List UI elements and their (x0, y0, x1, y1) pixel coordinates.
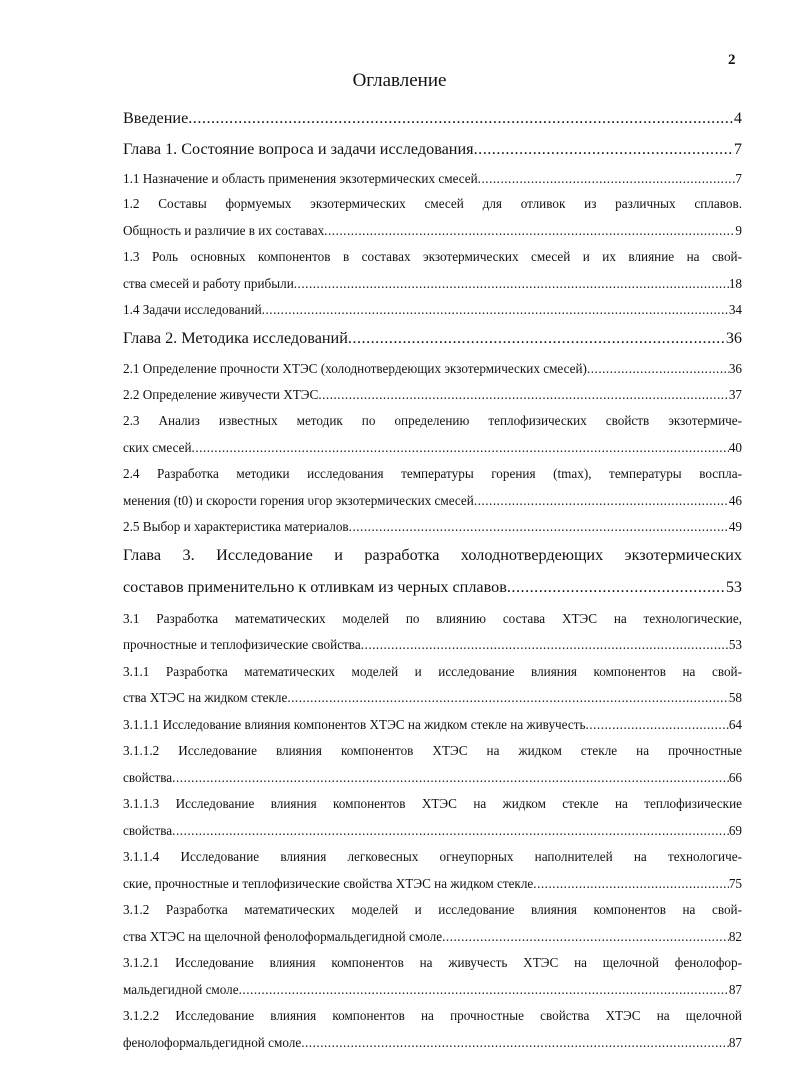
toc-entry-2-3-line1: 2.3 Анализ известных методик по определению теплофизических свойств экзотермиче- (123, 413, 742, 428)
entry-page: 49 (728, 519, 742, 534)
toc-entry-chapter-2[interactable] (123, 328, 742, 349)
entry-page: 36 (728, 361, 742, 376)
toc-entry-3-1-2-line1: 3.1.2 Разработка математических моделей и исследование влияния компонентов на свой- (123, 902, 742, 917)
entry-page: 36 (725, 329, 742, 347)
toc-entry-3-1-2-1-line1: 3.1.2.1 Исследование влияния компонентов на живучесть ХТЭС на щелочной фенолофор- (123, 955, 742, 970)
entry-text: ства ХТЭС на щелочной фенолоформальдегидной смоле (123, 929, 443, 944)
entry-page: 64 (728, 717, 742, 732)
toc-entry-1-1[interactable] (123, 170, 742, 188)
entry-text: Введение (123, 109, 189, 127)
entry-text: составов применительно к отливкам из черных сплавов (123, 578, 507, 596)
toc-entry-3-1-2-2[interactable] (123, 1034, 742, 1052)
toc-entry-3-1-2[interactable] (123, 928, 742, 946)
toc-entry-3-1-1[interactable] (123, 689, 742, 707)
toc-entry-2-3[interactable] (123, 439, 742, 457)
toc-entry-3-1-1-3-line1: 3.1.1.3 Исследование влияния компонентов ХТЭС на жидком стекле на теплофизические (123, 796, 742, 811)
entry-text: 2.5 Выбор и характеристика материалов (123, 519, 349, 534)
toc-title: Оглавление (352, 70, 447, 91)
entry-text: фенолоформальдегидной смоле (123, 1035, 302, 1050)
toc-entry-3-1-1-1[interactable] (123, 716, 742, 734)
entry-text: 1.4 Задачи исследований (123, 302, 262, 317)
entry-page: 87 (728, 982, 742, 997)
toc-entry-2-1[interactable] (123, 360, 742, 378)
entry-page: 53 (725, 578, 742, 596)
entry-text: Глава 2. Методика исследований (123, 329, 348, 347)
toc-entry-1-2-line1: 1.2 Составы формуемых экзотермических смесей для отливок из различных сплавов. (123, 196, 742, 211)
entry-text: 2.2 Определение живучести ХТЭС (123, 387, 319, 402)
toc-entry-introduction[interactable] (123, 108, 742, 129)
entry-text: Общность и различие в их составах (123, 223, 325, 238)
entry-text: ства ХТЭС на жидком стекле (123, 690, 288, 705)
entry-text: ских смесей (123, 440, 192, 455)
entry-text: ства смесей и работу прибыли (123, 276, 294, 291)
entry-page: 53 (728, 637, 742, 652)
entry-page: 69 (728, 823, 742, 838)
entry-page: 18 (728, 276, 742, 291)
toc-entry-3-1-1-line1: 3.1.1 Разработка математических моделей и исследование влияния компонентов на свой- (123, 664, 742, 679)
entry-page: 7 (733, 140, 742, 158)
toc-entry-3-1[interactable] (123, 636, 742, 654)
entry-text: 3.1.1.1 Исследование влияния компонентов ХТЭС на жидком стекле на живучесть (123, 717, 586, 732)
toc-entry-2-5[interactable] (123, 518, 742, 536)
toc-entry-2-4-line1: 2.4 Разработка методики исследования температуры горения (tmax), температуры воспла- (123, 466, 742, 481)
toc-entry-chapter-1[interactable] (123, 139, 742, 160)
entry-page: 40 (728, 440, 742, 455)
entry-text: 2.1 Определение прочности ХТЭС (холоднотвердеющих экзотермических смесей) (123, 361, 587, 376)
toc-entry-3-1-1-3[interactable] (123, 822, 742, 840)
entry-page: 7 (735, 171, 742, 186)
entry-page: 87 (728, 1035, 742, 1050)
toc-entry-1-2[interactable] (123, 222, 742, 240)
entry-text: прочностные и теплофизические свойства (123, 637, 361, 652)
entry-page: 34 (728, 302, 742, 317)
toc-entry-chapter-3-line1: Глава 3. Исследование и разработка холоднотвердеющих экзотермических (123, 546, 742, 564)
entry-page: 82 (728, 929, 742, 944)
entry-text: 1.1 Назначение и область применения экзотермических смесей (123, 171, 478, 186)
entry-page: 75 (728, 876, 742, 891)
toc-entry-3-1-2-2-line1: 3.1.2.2 Исследование влияния компонентов на прочностные свойства ХТЭС на щелочной (123, 1008, 742, 1023)
entry-text: менения (t0) и скорости горения υгор экзотермических смесей (123, 493, 474, 508)
entry-page: 66 (728, 770, 742, 785)
entry-text: Глава 1. Состояние вопроса и задачи исследования (123, 140, 474, 158)
toc-entry-1-3[interactable] (123, 275, 742, 293)
entry-page: 46 (728, 493, 742, 508)
toc-entry-3-1-1-4[interactable] (123, 875, 742, 893)
toc-entry-3-1-1-2-line1: 3.1.1.2 Исследование влияния компонентов ХТЭС на жидком стекле на прочностные (123, 743, 742, 758)
entry-page: 58 (728, 690, 742, 705)
entry-text: ские, прочностные и теплофизические свойства ХТЭС на жидком стекле (123, 876, 534, 891)
toc-entry-3-1-2-1[interactable] (123, 981, 742, 999)
entry-text: мальдегидной смоле (123, 982, 239, 997)
toc-entry-2-4[interactable] (123, 492, 742, 510)
toc-entry-1-4[interactable] (123, 301, 742, 319)
toc-entry-3-1-1-2[interactable] (123, 769, 742, 787)
entry-text: свойства (123, 770, 173, 785)
entry-page: 4 (733, 109, 742, 127)
page-number: 2 (728, 52, 736, 68)
entry-page: 9 (735, 223, 742, 238)
toc-entry-1-3-line1: 1.3 Роль основных компонентов в составах экзотермических смесей и их влияние на свой- (123, 249, 742, 264)
entry-page: 37 (728, 387, 742, 402)
toc-entry-2-2[interactable] (123, 386, 742, 404)
toc-entry-3-1-line1: 3.1 Разработка математических моделей по влиянию состава ХТЭС на технологические, (123, 611, 742, 626)
toc-entry-3-1-1-4-line1: 3.1.1.4 Исследование влияния легковесных огнеупорных наполнителей на технологиче- (123, 849, 742, 864)
toc-entry-chapter-3[interactable] (123, 577, 742, 598)
entry-text: свойства (123, 823, 173, 838)
